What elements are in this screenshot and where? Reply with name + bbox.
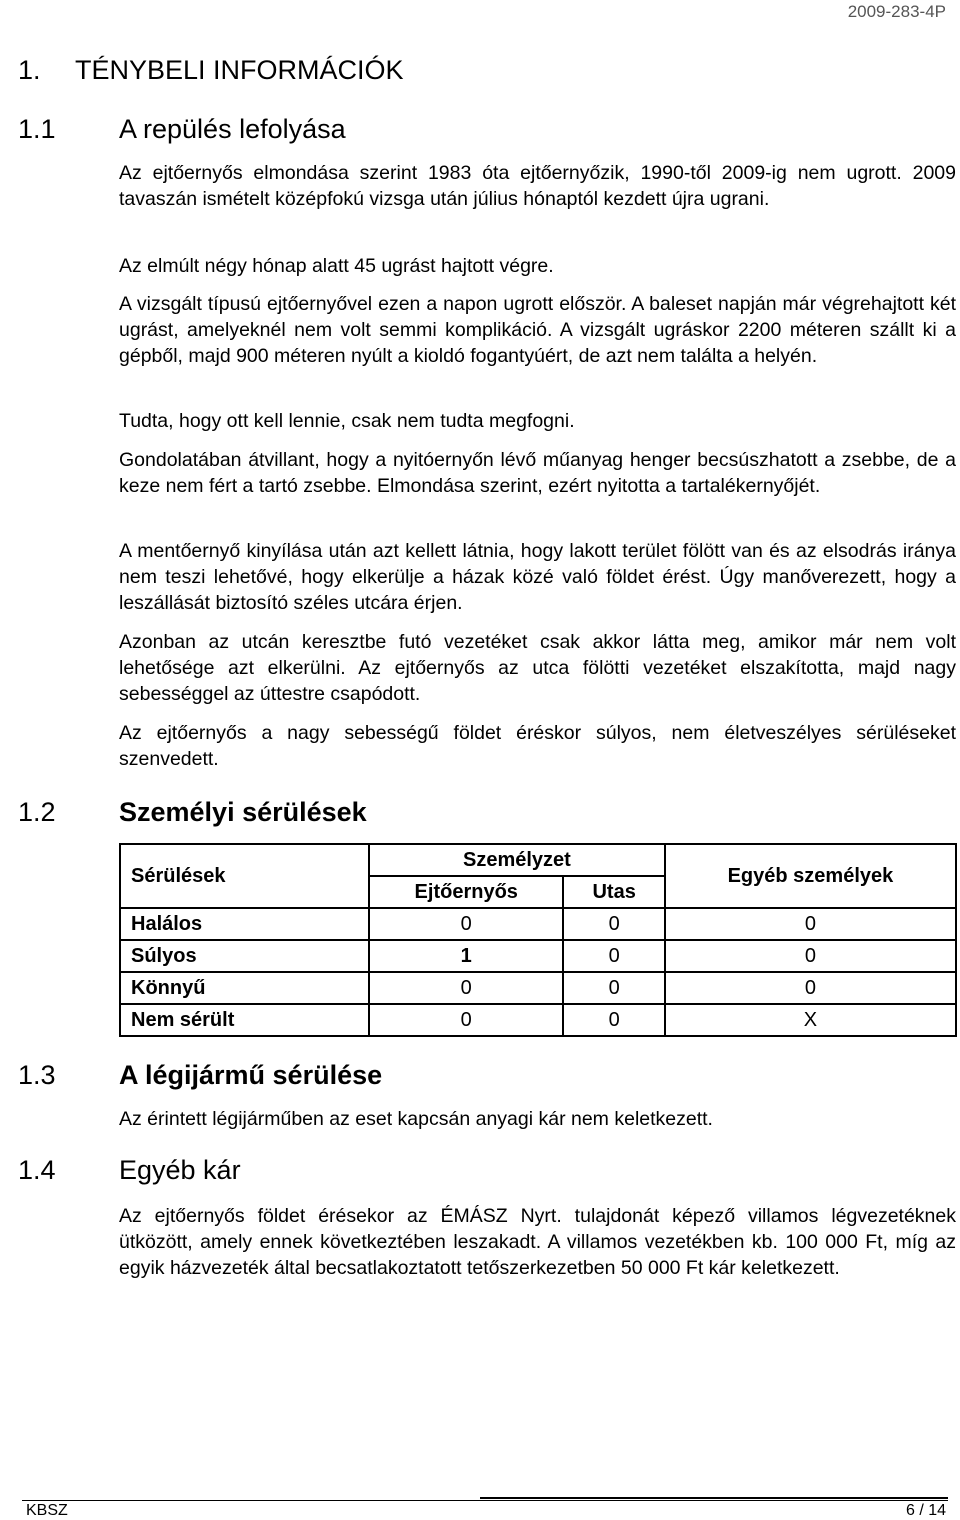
table-row [120, 1004, 956, 1036]
column-header-passenger: Utas [563, 876, 664, 908]
section-title: A repülés lefolyása [119, 114, 346, 144]
footer-rule-thick [480, 1497, 948, 1499]
paragraph: Azonban az utcán keresztbe futó vezetéket csak akkor látta meg, amikor már nem volt lehetősége azt elkerülni. Az ejtőernyős az utca fölötti vezetéket elszakította, majd nagy sebességgel az úttestre csapódott. [119, 631, 956, 705]
paragraph: Az ejtőernyős elmondása szerint 1983 óta ejtőernyőzik, 1990-től 2009-ig nem ugrott. 2009 tavaszán ismételt középfokú vizsga után július hónaptól kezdett újra ugrani. [119, 162, 956, 210]
cell-parachutist: 1 [369, 940, 563, 972]
document-id: 2009-283-4P [847, 2, 946, 21]
section-number: 1.3 [18, 1060, 56, 1090]
paragraph: Az ejtőernyős földet érésekor az ÉMÁSZ Nyrt. tulajdonát képező villamos légvezetéknek ütközött, amely ennek következtében leszakadt. A villamos vezetékben kb. 100 000 Ft, míg az egyik házvezeték által becsatlakoztatott tetőszerkezetben 50 000 Ft kár keletkezett. [119, 1205, 956, 1279]
row-label: Nem sérült [120, 1004, 369, 1036]
table-row [120, 940, 956, 972]
section-title: TÉNYBELI INFORMÁCIÓK [75, 55, 404, 85]
section-title: Személyi sérülések [119, 797, 367, 827]
section-heading-1-2 [18, 797, 367, 828]
cell-others: X [665, 1004, 956, 1036]
paragraph: A vizsgált típusú ejtőernyővel ezen a napon ugrott először. A baleset napján már végrehajtott két ugrást, amelyeknél nem volt semmi komplikáció. A vizsgált ugráskor 2200 méteren szállt ki a gépből, majd 900 méteren nyúlt a kioldó fogantyúért, de azt nem találta a helyén. [119, 293, 956, 367]
section-number: 1.1 [18, 114, 56, 144]
injuries-table [119, 843, 957, 1037]
paragraph: Az elmúlt négy hónap alatt 45 ugrást hajtott végre. [119, 255, 554, 277]
page-number: 6 / 14 [905, 1502, 946, 1519]
section-heading-1-3 [18, 1060, 382, 1091]
row-label: Könnyű [120, 972, 369, 1004]
column-header-parachutist: Ejtőernyős [369, 876, 563, 908]
section-title: Egyéb kár [119, 1155, 241, 1185]
cell-passenger: 0 [563, 908, 664, 940]
section-heading-1-1 [18, 114, 346, 145]
section-number: 1.4 [18, 1155, 56, 1185]
cell-parachutist: 0 [369, 972, 563, 1004]
cell-parachutist: 0 [369, 908, 563, 940]
section-number: 1.2 [18, 797, 56, 827]
section-heading-1 [18, 55, 404, 86]
cell-others: 0 [665, 908, 956, 940]
paragraph: Tudta, hogy ott kell lennie, csak nem tudta megfogni. [119, 410, 575, 432]
table-row [120, 908, 956, 940]
column-header-crew: Személyzet [369, 844, 665, 876]
cell-passenger: 0 [563, 972, 664, 1004]
row-label: Halálos [120, 908, 369, 940]
cell-passenger: 0 [563, 940, 664, 972]
cell-others: 0 [665, 940, 956, 972]
row-label: Súlyos [120, 940, 369, 972]
footer-organization: KBSZ [26, 1502, 68, 1519]
cell-passenger: 0 [563, 1004, 664, 1036]
section-heading-1-4 [18, 1155, 241, 1186]
column-header-others: Egyéb személyek [665, 844, 956, 908]
paragraph: Az érintett légijárműben az eset kapcsán anyagi kár nem keletkezett. [119, 1108, 713, 1130]
cell-parachutist: 0 [369, 1004, 563, 1036]
paragraph: A mentőernyő kinyílása után azt kellett látnia, hogy lakott terület fölött van és az elsodrás iránya nem teszi lehetővé, hogy elkerülje a házak közé való földet érést. Úgy manőverezett, hogy a leszállását biztosító széles utcára érjen. [119, 540, 956, 614]
table-row [120, 972, 956, 1004]
column-header-injuries: Sérülések [120, 844, 369, 908]
footer-rule [22, 1500, 948, 1501]
section-number: 1. [18, 55, 41, 85]
paragraph: Az ejtőernyős a nagy sebességű földet éréskor súlyos, nem életveszélyes sérüléseket szenvedett. [119, 722, 956, 770]
cell-others: 0 [665, 972, 956, 1004]
paragraph: Gondolatában átvillant, hogy a nyitóernyőn lévő műanyag henger becsúszhatott a zsebbe, de a keze nem fért a tartó zsebbe. Elmondása szerint, ezért nyitotta a tartalékernyőjét. [119, 449, 956, 497]
section-title: A légijármű sérülése [119, 1060, 383, 1090]
